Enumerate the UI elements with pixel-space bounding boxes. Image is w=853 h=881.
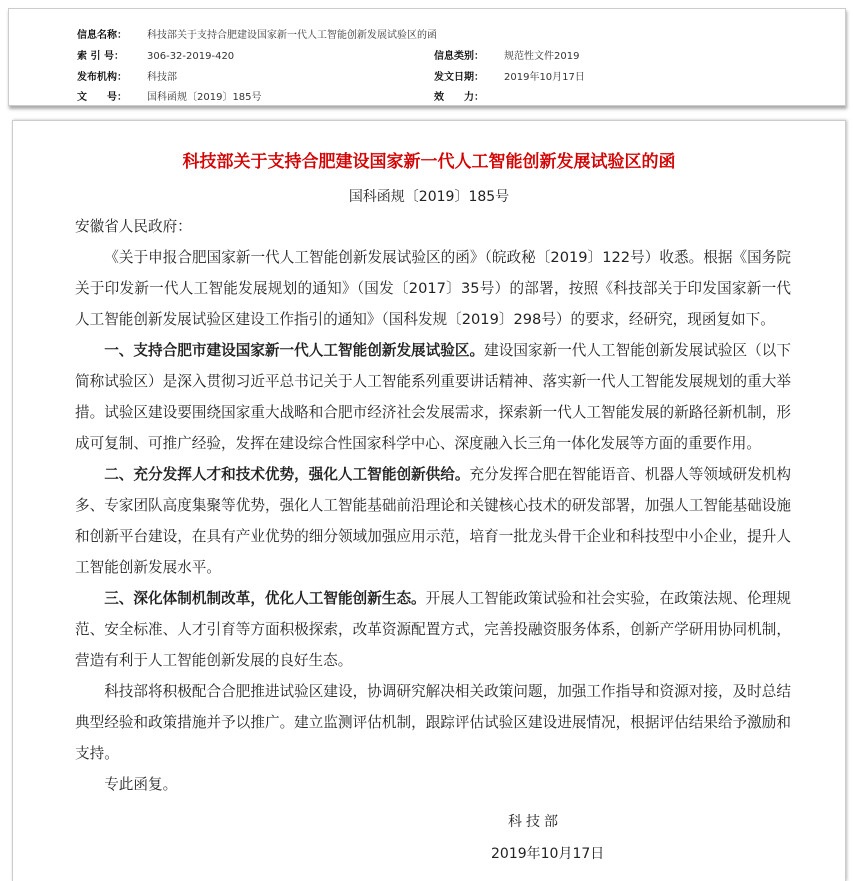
value: 2019年10月17日 <box>504 72 585 83</box>
validity-row <box>434 88 504 103</box>
paragraph: 《关于申报合肥国家新一代人工智能创新发展试验区的函》（皖政秘〔2019〕122号）收悉。根据《国务院关于印发新一代人工智能发展规划的通知》（国发〔2017〕35号）的部署，按照《科技部关于印发国家新一代人工智能创新发展试验区建设工作指引的通知》（国科发规〔2019〕298号）的要求，经研究，现函复如下。 <box>75 249 791 328</box>
info-name-row <box>77 26 437 41</box>
document-panel <box>12 120 846 881</box>
label: 文 号： <box>77 92 127 103</box>
label: 发布机构： <box>77 72 127 83</box>
section-2 <box>75 459 791 583</box>
label: 效 力： <box>434 92 484 103</box>
value: 科技部 <box>147 72 177 83</box>
section-heading: 二、充分发挥人才和技术优势，强化人工智能创新供给。 <box>104 466 470 483</box>
docno-row <box>77 88 262 103</box>
label: 索 引 号： <box>77 51 124 62</box>
document-body <box>75 211 791 800</box>
signature-date: 2019年10月17日 <box>491 846 605 862</box>
label: 发文日期： <box>434 72 484 83</box>
section-text: 开展人工智能政策试验和社会实验，在政策法规、伦理规范、安全标准、人才引育等方面积极探索，改革资源配置方式，完善投融资服务体系，创新产学研用协同机制，营造有利于人工智能创新发展的良好生态。 <box>75 590 791 669</box>
section-text: 充分发挥合肥在智能语音、机器人等领域研发机构多、专家团队高度集聚等优势，强化人工智能基础前沿理论和关键核心技术的研发部署，加强人工智能基础设施和创新平台建设，在具有产业优势的细分领域加强应用示范，培育一批龙头骨干企业和科技型中小企业，提升人工智能创新发展水平。 <box>75 466 791 576</box>
category-row <box>434 47 579 62</box>
section-1 <box>75 335 791 459</box>
section-text: 建设国家新一代人工智能创新发展试验区（以下简称试验区）是深入贯彻习近平总书记关于人工智能系列重要讲话精神、落实新一代人工智能发展规划的重大举措。试验区建设要围绕国家重大战略和合肥市经济社会发展需求，探索新一代人工智能发展的新路径新机制，形成可复制、可推广经验，发挥在建设综合性国家科学中心、深度融入长三角一体化发展等方面的重要作用。 <box>75 342 791 452</box>
section-heading: 三、深化体制机制改革，优化人工智能创新生态。 <box>104 590 426 607</box>
value: 国科函规〔2019〕185号 <box>147 92 262 103</box>
date-row <box>434 68 585 83</box>
signature: 科技部 <box>508 814 562 830</box>
info-metadata-panel <box>8 8 846 106</box>
salutation: 安徽省人民政府： <box>75 218 192 235</box>
closing: 专此函复。 <box>104 776 178 793</box>
paragraph: 科技部将积极配合合肥推进试验区建设，协调研究解决相关政策问题，加强工作指导和资源对接，及时总结典型经验和政策措施并予以推广。建立监测评估机制，跟踪评估试验区建设进展情况，根据评估结果给予激励和支持。 <box>75 683 791 762</box>
section-3 <box>75 583 791 676</box>
issuer-row <box>77 68 177 83</box>
value: 306-32-2019-420 <box>147 51 235 62</box>
value: 规范性文件2019 <box>504 51 580 62</box>
label: 信息名称： <box>77 30 127 41</box>
index-row <box>77 47 234 62</box>
document-number: 国科函规〔2019〕185号 <box>348 189 510 205</box>
value: 科技部关于支持合肥建设国家新一代人工智能创新发展试验区的函 <box>147 30 437 41</box>
label: 信息类别： <box>434 51 484 62</box>
document-title: 科技部关于支持合肥建设国家新一代人工智能创新发展试验区的函 <box>182 152 676 172</box>
section-heading: 一、支持合肥市建设国家新一代人工智能创新发展试验区。 <box>104 342 485 359</box>
